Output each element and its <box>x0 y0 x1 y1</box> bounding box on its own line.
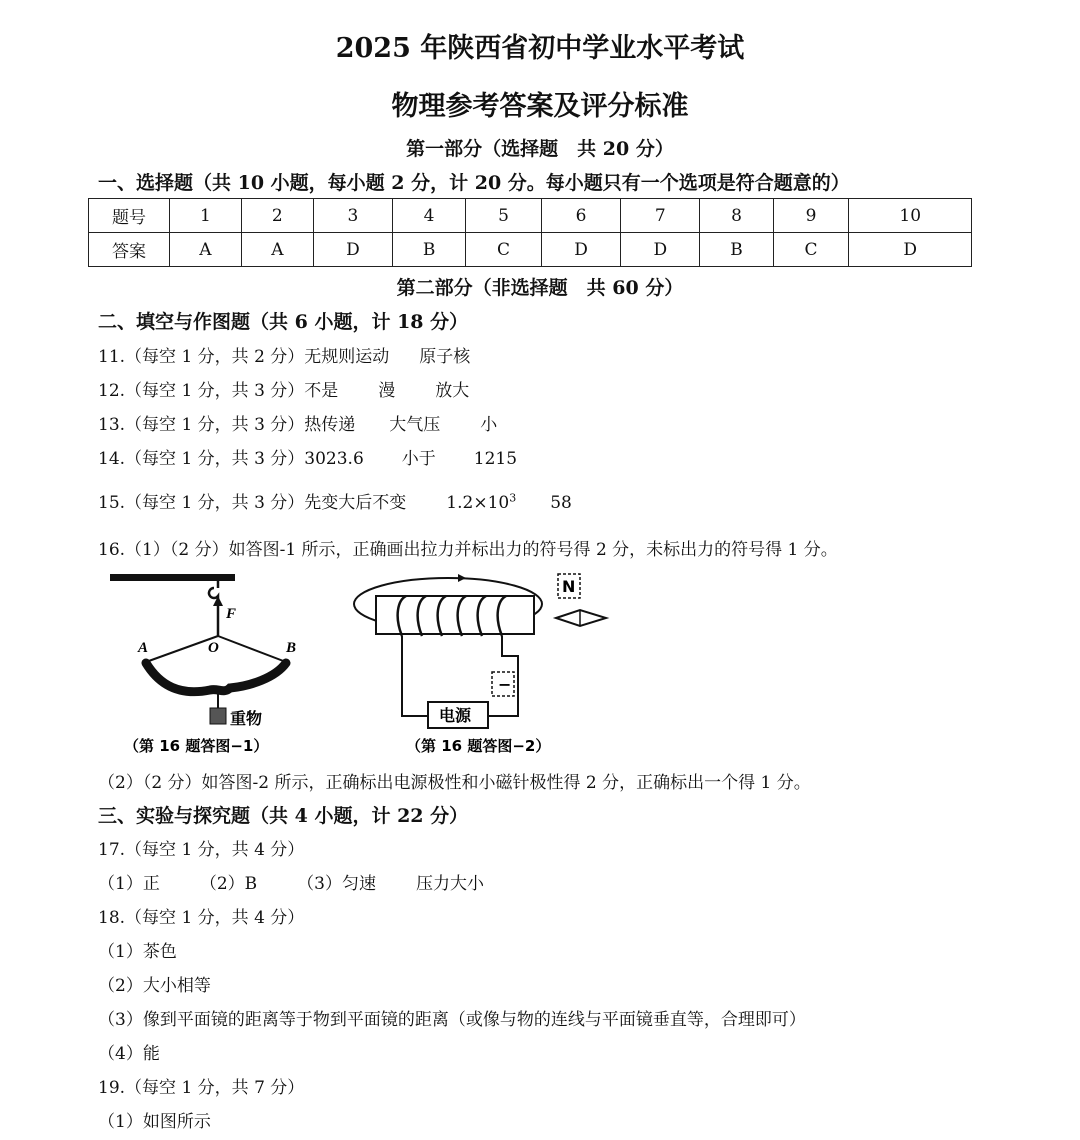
wire-left <box>402 636 428 716</box>
table-cell: 7 <box>621 199 700 233</box>
weight-box <box>210 708 226 724</box>
answer: 大气压 <box>389 415 441 435</box>
label-F: F <box>226 606 237 622</box>
table-cell: D <box>849 233 972 267</box>
answer: （3）匀速 <box>297 874 376 894</box>
answer-line-19: 19.（每空 1 分，共 7 分） <box>98 1078 305 1098</box>
answer-line-17: 17.（每空 1 分，共 4 分） <box>98 840 305 860</box>
answer: 无规则运动 <box>304 347 390 367</box>
q-prefix: 13.（每空 1 分，共 3 分） <box>98 415 305 435</box>
table-row <box>89 199 972 233</box>
weight-label: 重物 <box>230 709 263 728</box>
section3-title: 三、实验与探究题（共 4 小题，计 22 分） <box>98 805 469 827</box>
label-A: A <box>138 640 149 656</box>
label-O: O <box>208 640 219 656</box>
answer-line-16-2: （2）（2 分）如答图-2 所示，正确标出电源极性和小磁针极性得 2 分，正确标出一个得 1 分。 <box>98 773 811 793</box>
table-cell: 9 <box>773 199 849 233</box>
answer-line-12 <box>98 376 469 401</box>
figure-16-1 <box>100 566 300 760</box>
answer: 不是 <box>304 381 339 401</box>
answer-line-18-1: （1）茶色 <box>98 942 177 962</box>
answer-line-18-3: （3）像到平面镜的距离等于物到平面镜的距离（或像与物的连线与平面镜垂直等，合理即可） <box>98 1010 806 1030</box>
table-cell: C <box>773 233 849 267</box>
table-cell: C <box>466 233 542 267</box>
power-source-label: 电源 <box>439 706 472 725</box>
table-cell: A <box>241 233 313 267</box>
part2-heading: 第二部分（非选择题 共 60 分） <box>396 277 684 299</box>
table-row <box>89 233 972 267</box>
answer: （2）B <box>199 874 258 894</box>
n-pole-label: N <box>562 577 576 596</box>
table-cell: 1 <box>170 199 242 233</box>
answer-line-17-answers <box>98 869 484 894</box>
answer: 小 <box>480 415 498 435</box>
figure-caption: （第 16 题答图−2） <box>406 737 551 755</box>
q-prefix: 14.（每空 1 分，共 3 分） <box>98 449 305 469</box>
table-cell: 10 <box>849 199 972 233</box>
table-cell: 4 <box>393 199 466 233</box>
answer: 小于 <box>401 449 436 469</box>
ceiling-bar <box>110 574 235 581</box>
rope-right <box>218 636 286 662</box>
q-prefix: 11.（每空 1 分，共 2 分） <box>98 347 305 367</box>
compass-needle <box>556 610 606 626</box>
answer: （1）正 <box>98 874 160 894</box>
answer-line-18: 18.（每空 1 分，共 4 分） <box>98 908 305 928</box>
table-cell: 8 <box>700 199 773 233</box>
section1-title: 一、选择题（共 10 小题，每小题 2 分，计 20 分。每小题只有一个选项是符合题意的） <box>98 172 850 194</box>
answer: 58 <box>550 493 572 513</box>
answer: 热传递 <box>304 415 356 435</box>
label-B: B <box>286 640 297 656</box>
field-arrow <box>458 574 466 582</box>
answer-line-18-4: （4）能 <box>98 1044 160 1064</box>
answer-line-11 <box>98 342 470 367</box>
q-prefix: 15.（每空 1 分，共 3 分） <box>98 493 305 513</box>
answer-table <box>88 198 972 267</box>
answer: 先变大后不变 <box>304 493 407 513</box>
answer: 1.2×10 <box>446 493 510 513</box>
answer-line-18-2: （2）大小相等 <box>98 976 211 996</box>
table-cell: D <box>313 233 392 267</box>
q-prefix: 12.（每空 1 分，共 3 分） <box>98 381 305 401</box>
answer-exponent: 3 <box>509 491 517 505</box>
figure-16-2 <box>350 566 620 760</box>
minus-sign: − <box>498 675 512 694</box>
hook <box>209 581 218 599</box>
section2-title: 二、填空与作图题（共 6 小题，计 18 分） <box>98 311 469 333</box>
table-cell: D <box>621 233 700 267</box>
table-cell: A <box>170 233 242 267</box>
hanger <box>146 663 286 692</box>
table-cell: B <box>700 233 773 267</box>
answer: 1215 <box>473 449 518 469</box>
answer-line-15 <box>98 488 572 513</box>
row-label: 答案 <box>89 233 170 267</box>
table-cell: D <box>541 233 620 267</box>
answer-line-14 <box>98 444 517 469</box>
answer: 漫 <box>378 381 396 401</box>
answer-line-19-1: （1）如图所示 <box>98 1112 211 1132</box>
answer: 压力大小 <box>415 874 484 894</box>
table-cell: 2 <box>241 199 313 233</box>
answer: 放大 <box>435 381 470 401</box>
figure-caption: （第 16 题答图−1） <box>124 737 269 755</box>
page-title: 2025 年陕西省初中学业水平考试 <box>335 33 745 64</box>
table-cell: 5 <box>466 199 542 233</box>
page-subtitle: 物理参考答案及评分标准 <box>391 91 689 122</box>
table-cell: B <box>393 233 466 267</box>
table-cell: 3 <box>313 199 392 233</box>
table-cell: 6 <box>541 199 620 233</box>
row-label: 题号 <box>89 199 170 233</box>
answer: 原子核 <box>419 347 471 367</box>
part1-heading: 第一部分（选择题 共 20 分） <box>406 138 674 160</box>
answer-line-13 <box>98 410 497 435</box>
answer: 3023.6 <box>304 449 364 469</box>
answer-line-16-1: 16.（1）（2 分）如答图-1 所示，正确画出拉力并标出力的符号得 2 分，未标出力的符号得 1 分。 <box>98 540 838 560</box>
